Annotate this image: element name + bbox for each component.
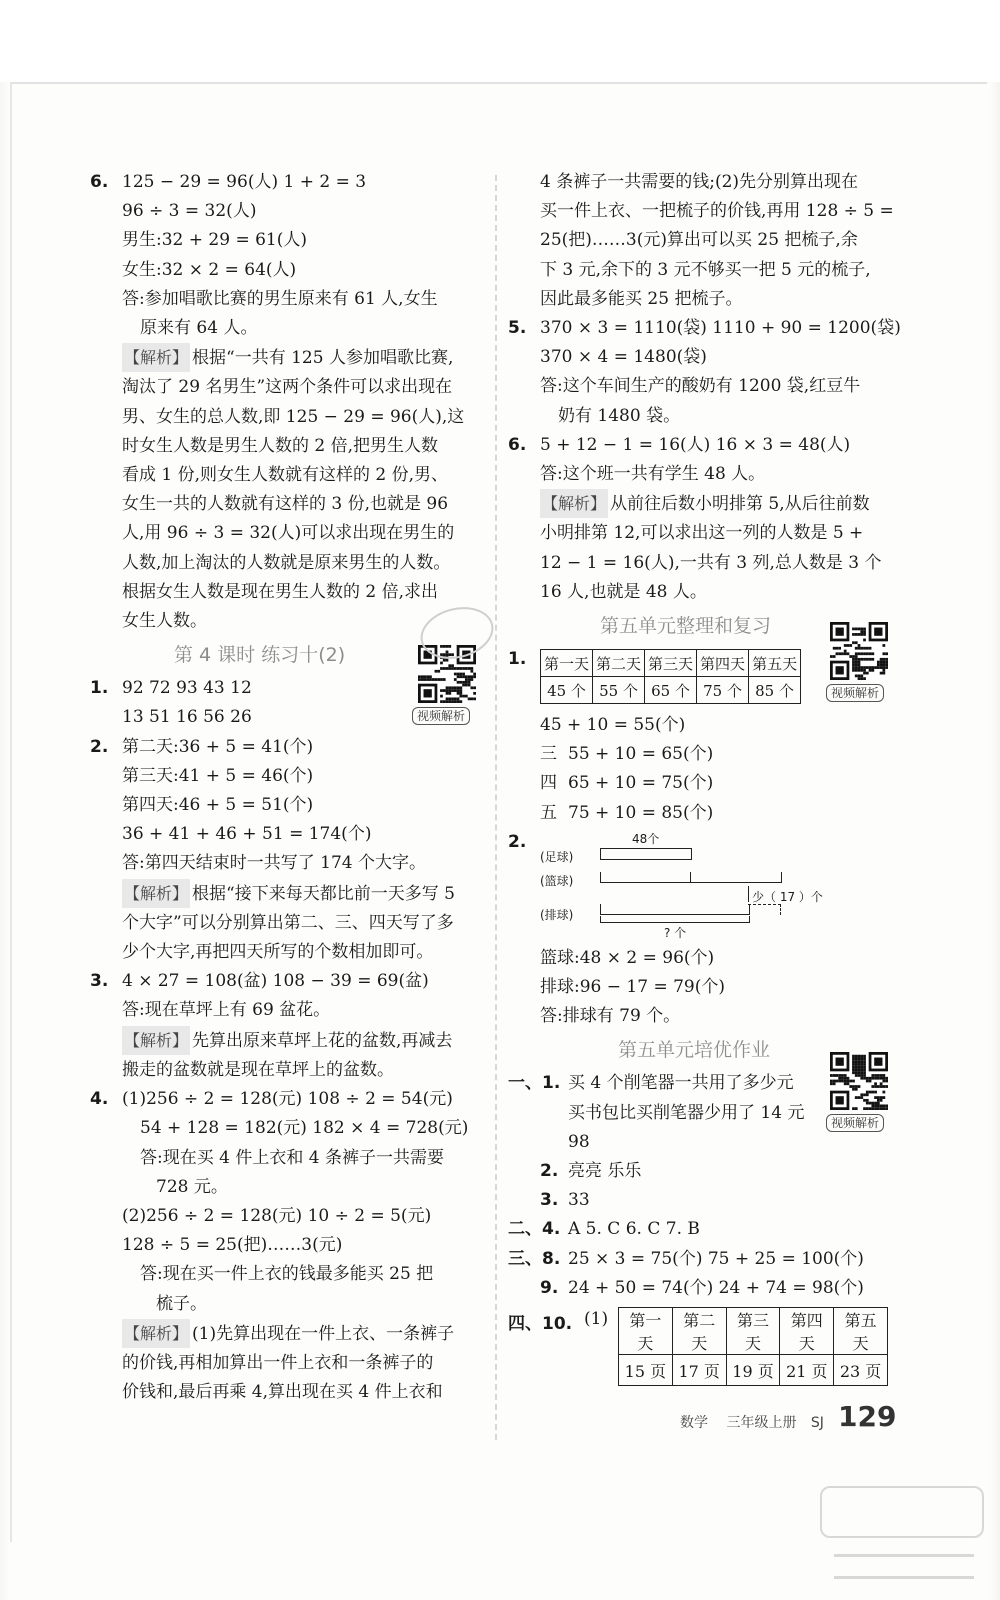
data-table (618, 1307, 888, 1386)
table-header: 第二天 (593, 650, 645, 677)
top-border (12, 82, 987, 84)
table-cell: 23 页 (834, 1355, 888, 1386)
watermark-logo (810, 1478, 990, 1588)
qr-code-icon[interactable] (830, 1052, 888, 1110)
analysis-text: 根据女生人数是现在男生人数的 2 倍,求出 (122, 581, 439, 602)
problem-number: 9. (540, 1277, 559, 1298)
analysis-continuation (508, 168, 894, 314)
answer-text: 728 元。 (156, 1176, 228, 1197)
table-header: 第三天 (726, 1308, 780, 1355)
analysis-tag: 【解析】 (540, 489, 608, 518)
equation: 75 + 10 = 85(个) (568, 802, 714, 823)
day-label: 四 (540, 773, 557, 794)
data-table (540, 649, 801, 704)
analysis-text: 因此最多能买 25 把梳子。 (540, 288, 743, 309)
analysis-text: 人,用 96 ÷ 3 = 32(人)可以求出现在男生的 (122, 523, 455, 544)
answer-text: 买书包比买削笔器少用了 14 元 (568, 1102, 805, 1123)
equation: 370 × 3 = 1110(袋) 1110 + 90 = 1200(袋) (540, 318, 901, 339)
extra-problem-10 (508, 1307, 888, 1381)
problem-number: 一、1. (508, 1073, 561, 1094)
answer-text: 答:排球有 79 个。 (540, 1006, 681, 1027)
equation: (2)256 ÷ 2 = 128(元) 10 ÷ 2 = 5(元) (122, 1205, 432, 1226)
total-brace (600, 916, 750, 923)
problem-4 (90, 1085, 485, 1407)
diagram-label: 48个 (632, 831, 660, 846)
footer-grade: 三年级上册 (726, 1415, 797, 1431)
problem-number: 二、4. (508, 1219, 561, 1240)
equation: 25 × 3 = 75(个) 75 + 25 = 100(个) (568, 1248, 864, 1269)
equation: 125 − 29 = 96(人) 1 + 2 = 3 (122, 172, 367, 192)
left-column (90, 168, 485, 1407)
answer-text: 答:现在草坪上有 69 盆花。 (122, 1000, 331, 1021)
analysis-tag: 【解析】 (122, 1319, 190, 1348)
answer-text: 答:这个车间生产的酸奶有 1200 袋,红豆牛 (540, 376, 861, 397)
problem-number: 6. (90, 172, 109, 192)
equation: 54 + 128 = 182(元) 182 × 4 = 728(元) (140, 1118, 469, 1139)
top-band (0, 0, 1000, 82)
equation: 5 + 12 − 1 = 16(人) 16 × 3 = 48(人) (540, 434, 851, 455)
equation: 第三天:41 + 5 = 46(个) (122, 765, 314, 786)
table-header: 第四天 (780, 1308, 834, 1355)
diagram-label: 少（ 17 ）个 (752, 889, 823, 904)
section-title: 第 4 课时 练习十(2) (174, 644, 346, 667)
answer-text: 奶有 1480 袋。 (558, 405, 681, 426)
problem-number: 1. (90, 678, 109, 699)
answer-text: 买 4 个削笔器一共用了多少元 (568, 1073, 794, 1094)
problem-number: 2. (540, 1161, 559, 1182)
basketball-midline (690, 872, 691, 882)
table-header: 第一天 (541, 650, 593, 677)
sub-number: (1) (584, 1309, 609, 1330)
analysis-text: 淘汰了 29 名男生”这两个条件可以求出现在 (122, 377, 453, 398)
qr-code-icon[interactable] (830, 622, 888, 680)
analysis-text: 先算出原来草坪上花的盆数,再减去 (192, 1030, 453, 1051)
equation: (1)256 ÷ 2 = 128(元) 108 ÷ 2 = 54(元) (122, 1089, 453, 1110)
footer-subject: 数学 (680, 1415, 708, 1431)
left-border (10, 82, 12, 1542)
diagram-label: (足球) (540, 849, 574, 864)
analysis-text: 的价钱,再相加算出一件上衣和一条裤子的 (122, 1352, 434, 1373)
analysis-text: 从前往后数小明排第 5,从后往前数 (610, 494, 870, 515)
analysis-text: 价钱和,最后再乘 4,算出现在买 4 件上衣和 (122, 1382, 443, 1403)
analysis-text: 女生一共的人数就有这样的 3 份,也就是 96 (122, 494, 449, 515)
problem-number: 3. (90, 971, 109, 992)
analysis-text: 16 人,也就是 48 人。 (540, 581, 707, 602)
less-segment (748, 904, 781, 915)
problem-number: 6. (508, 434, 527, 455)
problem-number: 1. (508, 649, 527, 670)
table-cell: 55 个 (593, 677, 645, 704)
diagram-label: ? 个 (664, 925, 687, 940)
answer-text: 98 (568, 1131, 590, 1152)
table-cell: 85 个 (749, 677, 801, 704)
table-cell: 45 个 (541, 677, 593, 704)
analysis-text: 小明排第 12,可以求出这一列的人数是 5 + (540, 523, 864, 544)
analysis-text: 下 3 元,余下的 3 元不够买一把 5 元的梳子, (540, 259, 871, 280)
problem-number: 四、10. (508, 1314, 573, 1335)
answer-text: 33 (568, 1190, 590, 1211)
footer-edition: SJ (810, 1415, 824, 1431)
equation: 45 + 10 = 55(个) (540, 715, 686, 736)
section-title: 第五单元培优作业 (618, 1039, 771, 1062)
analysis-text: 看成 1 份,则女生人数就有这样的 2 份,男、 (122, 465, 449, 486)
equation: 128 ÷ 5 = 25(把)……3(元) (122, 1235, 343, 1256)
analysis-text: 4 条裤子一共需要的钱;(2)先分别算出现在 (540, 172, 859, 192)
table-header: 第五天 (749, 650, 801, 677)
problem-number: 三、8. (508, 1248, 561, 1269)
table-header: 第四天 (697, 650, 749, 677)
problem-3 (90, 967, 485, 1085)
answer-text: 答:第四天结束时一共写了 174 个大字。 (122, 853, 426, 874)
video-explanation-label[interactable]: 视频解析 (826, 684, 884, 702)
equation: 36 + 41 + 46 + 51 = 174(个) (122, 824, 372, 845)
problem-6 (90, 168, 485, 636)
column-divider (495, 175, 497, 1440)
table-cell: 75 个 (697, 677, 749, 704)
answer-text: 92 72 93 43 12 (122, 678, 252, 699)
diagram-label: (篮球) (540, 873, 574, 888)
analysis-text: 根据“接下来每天都比前一天多写 5 (192, 883, 455, 904)
equation: 第二天:36 + 5 = 41(个) (122, 736, 314, 757)
problem-number: 4. (90, 1089, 109, 1110)
day-label: 三 (540, 744, 557, 765)
problem-number: 3. (540, 1190, 559, 1211)
equation: 女生:32 × 2 = 64(人) (122, 259, 297, 280)
equation: 男生:32 + 29 = 61(人) (122, 230, 307, 251)
table-header: 第二天 (672, 1308, 726, 1355)
section-title: 第五单元整理和复习 (600, 615, 772, 638)
analysis-text: 搬走的盆数就是现在草坪上的盆数。 (122, 1059, 394, 1080)
table-header: 第一天 (619, 1308, 673, 1355)
problem-5 (508, 314, 901, 431)
analysis-text: 时女生人数是男生人数的 2 倍,把男生人数 (122, 435, 439, 456)
analysis-text: 男、女生的总人数,即 125 − 29 = 96(人),这 (122, 406, 465, 427)
answer-text: 答:现在买一件上衣的钱最多能买 25 把 (140, 1264, 434, 1285)
analysis-text: 根据“一共有 125 人参加唱歌比赛, (192, 348, 454, 369)
line-segment-diagram (540, 828, 860, 944)
answer-text: A 5. C 6. C 7. B (568, 1219, 700, 1240)
answer-text: 答:现在买 4 件上衣和 4 条裤子一共需要 (140, 1147, 444, 1168)
right-column (508, 168, 901, 1381)
equation: 96 ÷ 3 = 32(人) (122, 201, 257, 222)
analysis-text: 买一件上衣、一把梳子的价钱,再用 128 ÷ 5 = (540, 201, 894, 222)
table-header: 第三天 (645, 650, 697, 677)
answer-text: 原来有 64 人。 (140, 318, 258, 339)
equation: 24 + 50 = 74(个) 24 + 74 = 98(个) (568, 1277, 864, 1298)
answer-text: 梳子。 (156, 1293, 207, 1314)
day-label: 五 (540, 802, 557, 823)
analysis-text: 12 − 1 = 16(人),一共有 3 列,总人数是 3 个 (540, 552, 882, 573)
analysis-tag: 【解析】 (122, 343, 190, 372)
page-footer (680, 1412, 824, 1432)
analysis-text: 女生人数。 (122, 611, 207, 632)
equation: 第四天:46 + 5 = 51(个) (122, 795, 314, 816)
table-cell: 15 页 (619, 1355, 673, 1386)
analysis-text: 人数,加上淘汰的人数就是原来男生的人数。 (122, 552, 451, 573)
analysis-text: 少个大字,再把四天所写的个数相加即可。 (122, 942, 434, 963)
volleyball-bar (600, 904, 750, 915)
football-bar (600, 848, 692, 860)
problem-2 (90, 733, 485, 968)
problem-number: 5. (508, 318, 527, 339)
equation: 篮球:48 × 2 = 96(个) (540, 947, 715, 968)
diagram-label: (排球) (540, 907, 574, 922)
analysis-tag: 【解析】 (122, 879, 190, 908)
page-number: 129 (838, 1400, 897, 1433)
equation: 4 × 27 = 108(盆) 108 − 39 = 69(盆) (122, 971, 429, 992)
basketball-bar (600, 872, 782, 883)
table-header: 第五天 (834, 1308, 888, 1355)
equation: 65 + 10 = 75(个) (568, 773, 714, 794)
analysis-tag: 【解析】 (122, 1026, 190, 1055)
video-explanation-label[interactable]: 视频解析 (412, 707, 470, 725)
problem-number: 2. (90, 736, 109, 757)
problem-6-right (508, 431, 888, 607)
answer-text: 答:参加唱歌比赛的男生原来有 61 人,女生 (122, 288, 438, 309)
table-cell: 19 页 (726, 1355, 780, 1386)
answer-text: 13 51 16 56 26 (122, 707, 252, 728)
equation: 55 + 10 = 65(个) (568, 744, 714, 765)
table-cell: 65 个 (645, 677, 697, 704)
analysis-text: 个大字”可以分别算出第二、三、四天写了多 (122, 912, 454, 933)
video-explanation-label[interactable]: 视频解析 (826, 1114, 884, 1132)
less-tick (748, 886, 749, 902)
analysis-text: (1)先算出现在一件上衣、一条裤子 (192, 1323, 455, 1344)
table-cell: 17 页 (672, 1355, 726, 1386)
answer-text: 答:这个班一共有学生 48 人。 (540, 464, 766, 485)
answer-text: 亮亮 乐乐 (568, 1161, 642, 1182)
review-problem-2 (508, 828, 888, 944)
problem-number: 2. (508, 831, 527, 852)
equation: 排球:96 − 17 = 79(个) (540, 977, 725, 998)
equation: 370 × 4 = 1480(袋) (540, 347, 707, 368)
table-cell: 21 页 (780, 1355, 834, 1386)
analysis-text: 25(把)……3(元)算出可以买 25 把梳子,余 (540, 230, 858, 251)
